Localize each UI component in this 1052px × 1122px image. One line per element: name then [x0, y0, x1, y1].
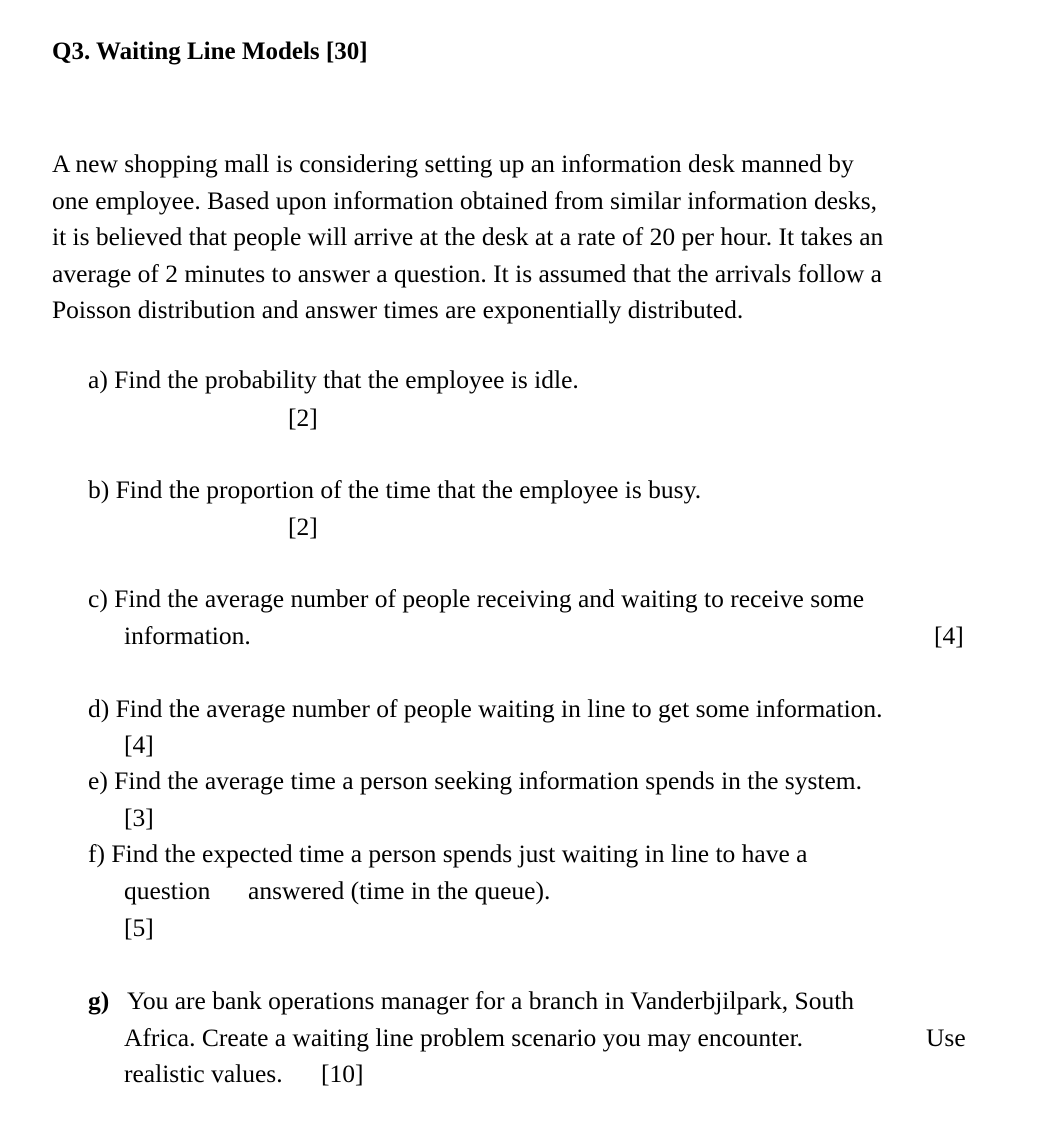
- question-e-marks: [3]: [124, 803, 154, 832]
- question-f: f) Find the expected time a person spends just waiting in line to have a: [88, 839, 808, 868]
- question-e: e) Find the average time a person seeking information spends in the system.: [88, 766, 863, 795]
- question-g-marks: [10]: [321, 1059, 364, 1088]
- question-f-continuation-2: answered (time in the queue).: [248, 876, 551, 905]
- intro-line: one employee. Based upon information obtained from similar information desks,: [52, 185, 878, 215]
- question-a: a) Find the probability that the employee is idle.: [88, 365, 579, 394]
- intro-paragraph: [52, 146, 982, 329]
- question-b-marks: [2]: [288, 512, 318, 541]
- question-f-marks: [5]: [124, 913, 154, 942]
- question-c-marks: [4]: [934, 621, 964, 650]
- question-c: c) Find the average number of people receiving and waiting to receive some: [88, 584, 865, 613]
- intro-line: A new shopping mall is considering setting up an information desk manned by: [52, 149, 854, 178]
- question-d-marks: [4]: [124, 730, 154, 759]
- question-b: b) Find the proportion of the time that the employee is busy.: [88, 475, 702, 504]
- question-g-continuation-2: realistic values.: [124, 1059, 283, 1088]
- question-f-continuation-1: question: [124, 876, 211, 905]
- question-a-marks: [2]: [288, 403, 318, 432]
- question-d: d) Find the average number of people waiting in line to get some information.: [88, 694, 883, 723]
- question-g: You are bank operations manager for a branch in Vanderbjilpark, South: [127, 986, 855, 1015]
- intro-line: it is believed that people will arrive at the desk at a rate of 20 per hour. It takes an: [52, 222, 884, 251]
- intro-line: Poisson distribution and answer times are exponentially distributed.: [52, 295, 744, 324]
- question-heading: Q3. Waiting Line Models [30]: [52, 38, 368, 65]
- question-g-label: g): [88, 986, 110, 1015]
- question-g-continuation-1b: Use: [926, 1023, 966, 1052]
- question-c-continuation: information.: [124, 621, 251, 650]
- question-g-continuation-1: Africa. Create a waiting line problem scenario you may encounter.: [124, 1023, 804, 1052]
- intro-line: average of 2 minutes to answer a question. It is assumed that the arrivals follow a: [52, 258, 882, 288]
